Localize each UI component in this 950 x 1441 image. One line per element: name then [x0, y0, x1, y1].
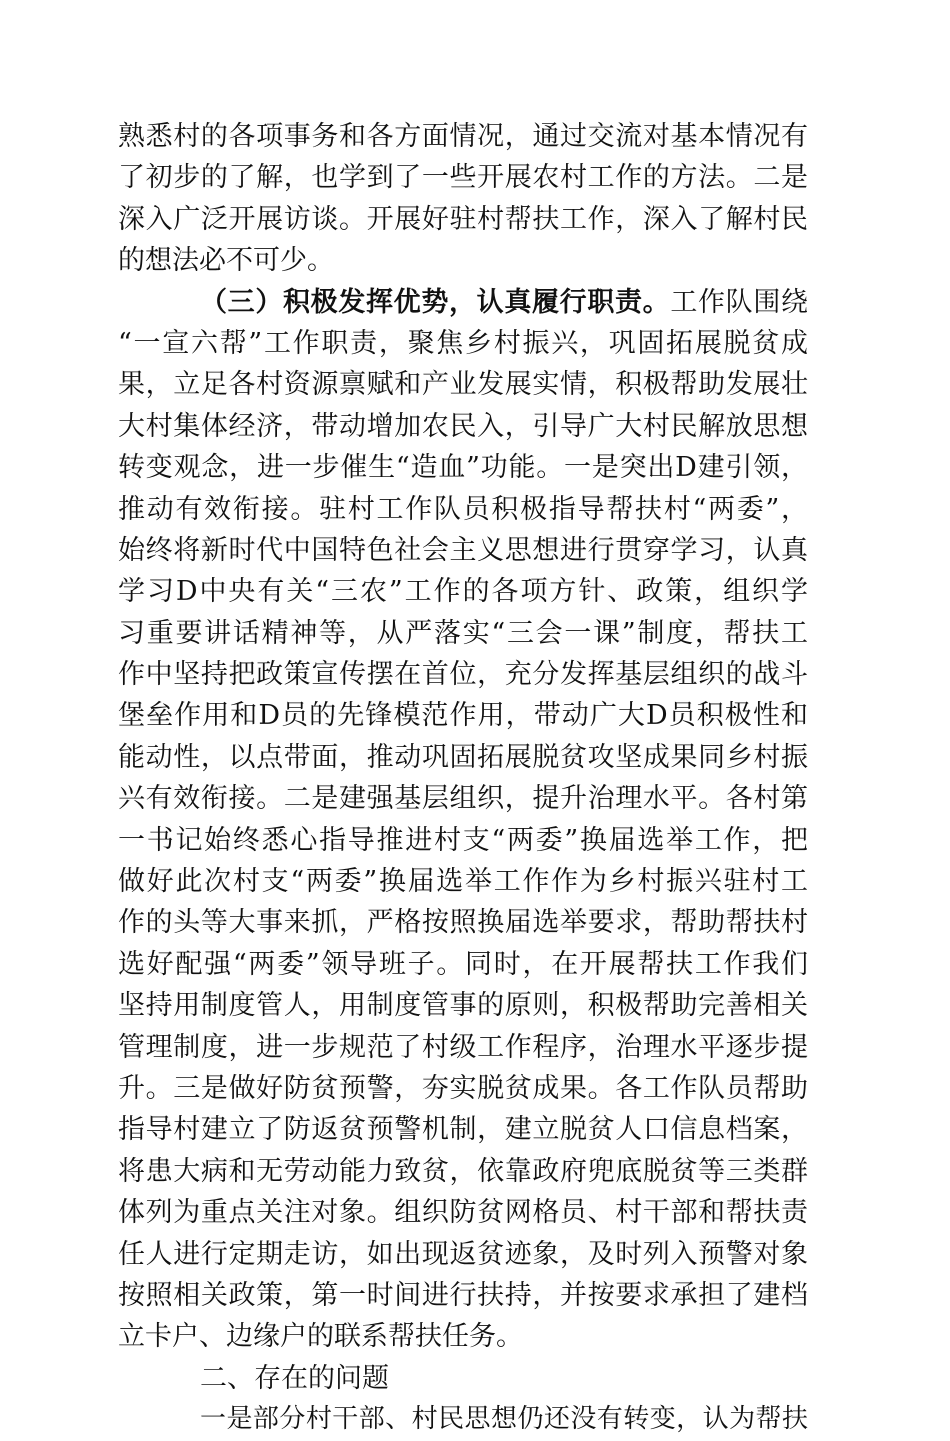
paragraph-lead-rest: 工作队围绕	[670, 286, 809, 318]
text-line: 深入广泛开展访谈。开展好驻村帮扶工作，深入了解村民	[118, 203, 808, 235]
paragraph-first-line	[118, 282, 808, 323]
text-line: 的想法必不可少。	[118, 245, 334, 277]
text-line: 了初步的了解，也学到了一些开展农村工作的方法。二是	[118, 162, 808, 194]
text-line: 立卡户、边缘户的联系帮扶任务。	[118, 1321, 523, 1353]
text-line: 将患大病和无劳动能力致贫，依靠政府兜底脱贫等三类群	[118, 1155, 808, 1187]
text-line: 管理制度，进一步规范了村级工作程序，治理水平逐步提	[118, 1031, 808, 1063]
paragraph-2	[118, 282, 808, 1358]
text-line: 作中坚持把政策宣传摆在首位，充分发挥基层组织的战斗	[118, 659, 808, 691]
text-line: 习重要讲话精神等，从严落实“三会一课”制度，帮扶工	[118, 617, 808, 649]
text-line: 推动有效衔接。驻村工作队员积极指导帮扶村“两委”，	[118, 493, 808, 525]
text-line: 转变观念，进一步催生“造血”功能。一是突出D建引领，	[118, 452, 808, 484]
text-line: 做好此次村支“两委”换届选举工作作为乡村振兴驻村工	[118, 866, 808, 898]
text-line: 选好配强“两委”领导班子。同时，在开展帮扶工作我们	[118, 948, 808, 980]
section-heading: 二、存在的问题	[200, 1362, 389, 1394]
text-line: 按照相关政策，第一时间进行扶持，并按要求承担了建档	[118, 1279, 808, 1311]
text-line: 任人进行定期走访，如出现返贫迹象，及时列入预警对象	[118, 1238, 808, 1270]
document-page	[118, 116, 808, 1441]
paragraph-lead: （三）积极发挥优势，认真履行职责。	[200, 286, 671, 318]
text-line: 大村集体经济，带动增加农民入，引导广大村民解放思想	[118, 410, 808, 442]
text-line: 指导村建立了防返贫预警机制，建立脱贫人口信息档案，	[118, 1114, 808, 1146]
text-line: 升。三是做好防贫预警，夯实脱贫成果。各工作队员帮助	[118, 1072, 808, 1104]
text-line: 堡垒作用和D员的先锋模范作用，带动广大D员积极性和	[118, 700, 808, 732]
text-line: 一书记始终悉心指导推进村支“两委”换届选举工作，把	[118, 824, 808, 856]
text-line: “一宣六帮”工作职责，聚焦乡村振兴，巩固拓展脱贫成	[118, 327, 808, 359]
text-line: 作的头等大事来抓，严格按照换届选举要求，帮助帮扶村	[118, 907, 808, 939]
text-line: 兴有效衔接。二是建强基层组织，提升治理水平。各村第	[118, 783, 808, 815]
paragraph-first-line: 一是部分村干部、村民思想仍还没有转变，认为帮扶	[200, 1404, 808, 1435]
text-line: 坚持用制度管人，用制度管事的原则，积极帮助完善相关	[118, 990, 808, 1022]
text-line: 始终将新时代中国特色社会主义思想进行贯穿学习，认真	[118, 534, 808, 566]
text-line: 学习D中央有关“三农”工作的各项方针、政策，组织学	[118, 576, 808, 608]
text-line: 体列为重点关注对象。组织防贫网格员、村干部和帮扶责	[118, 1197, 808, 1229]
text-line: 果，立足各村资源禀赋和产业发展实情，积极帮助发展壮	[118, 369, 808, 401]
section-2	[118, 1358, 808, 1441]
paragraph-1	[118, 116, 808, 282]
text-line: 能动性，以点带面，推动巩固拓展脱贫攻坚成果同乡村振	[118, 741, 808, 773]
text-line: 熟悉村的各项事务和各方面情况，通过交流对基本情况有	[118, 121, 808, 152]
